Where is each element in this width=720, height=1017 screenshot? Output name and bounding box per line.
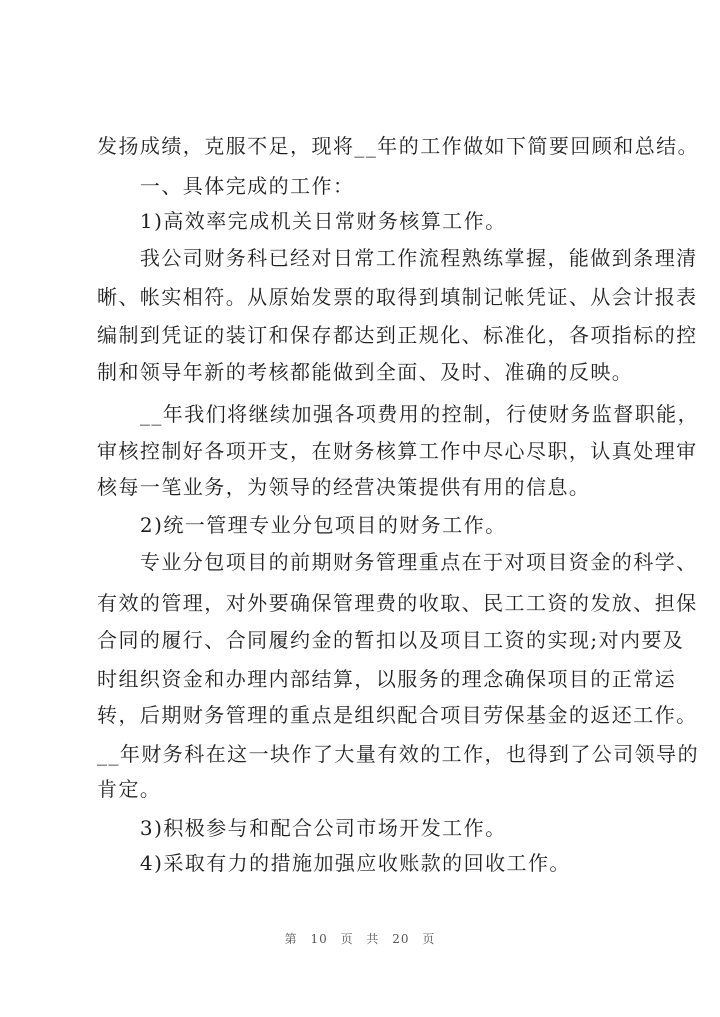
text-line: 时组织资金和办理内部结算，以服务的理念确保项目的正常运 — [97, 667, 677, 691]
text-line: 我公司财务科已经对日常工作流程熟练掌握，能做到条理清 — [97, 246, 698, 270]
text-line: 晰、帐实相符。从原始发票的取得到填制记帐凭证、从会计报表 — [97, 285, 698, 309]
page-footer — [0, 930, 720, 947]
text-line: 发扬成绩，克服不足，现将__年的工作做如下简要回顾和总结。 — [97, 134, 700, 158]
subsection-heading: 2)统一管理专业分包项目的财务工作。 — [97, 513, 507, 537]
page-unit: 页 — [340, 932, 354, 946]
text-line: 专业分包项目的前期财务管理重点在于对项目资金的科学、 — [97, 550, 698, 574]
text-line: 核每一笔业务，为领导的经营决策提供有用的信息。 — [97, 475, 591, 499]
section-heading: 一、具体完成的工作： — [97, 174, 355, 198]
text-line: 有效的管理，对外要确保管理费的收取、民工工资的发放、担保 — [97, 591, 698, 615]
text-line: 转，后期财务管理的重点是组织配合项目劳保基金的返还工作。 — [97, 703, 698, 727]
page-label: 第 — [284, 932, 298, 946]
text-line: 合同的履行、合同履约金的暂扣以及项目工资的实现;对内要及 — [97, 628, 685, 652]
text-line: __年我们将继续加强各项费用的控制，行使财务监督职能， — [97, 402, 700, 426]
total-unit: 页 — [422, 932, 436, 946]
text-line: 编制到凭证的装订和保存都达到正规化、标准化，各项指标的控 — [97, 323, 698, 347]
text-line: 审核控制好各项开支，在财务核算工作中尽心尽职，认真处理审 — [97, 439, 698, 463]
text-line: 肯定。 — [97, 777, 162, 801]
subsection-heading: 3)积极参与和配合公司市场开发工作。 — [97, 816, 507, 840]
subsection-heading: 4)采取有力的措施加强应收账款的回收工作。 — [97, 851, 571, 875]
total-pages: 20 — [392, 932, 410, 946]
text-line: 制和领导年新的考核都能做到全面、及时、准确的反映。 — [97, 360, 634, 384]
total-label: 共 — [366, 932, 380, 946]
subsection-heading: 1)高效率完成机关日常财务核算工作。 — [97, 209, 507, 233]
page-number: 10 — [310, 932, 328, 946]
text-line: __年财务科在这一块作了大量有效的工作，也得到了公司领导的 — [97, 742, 700, 766]
